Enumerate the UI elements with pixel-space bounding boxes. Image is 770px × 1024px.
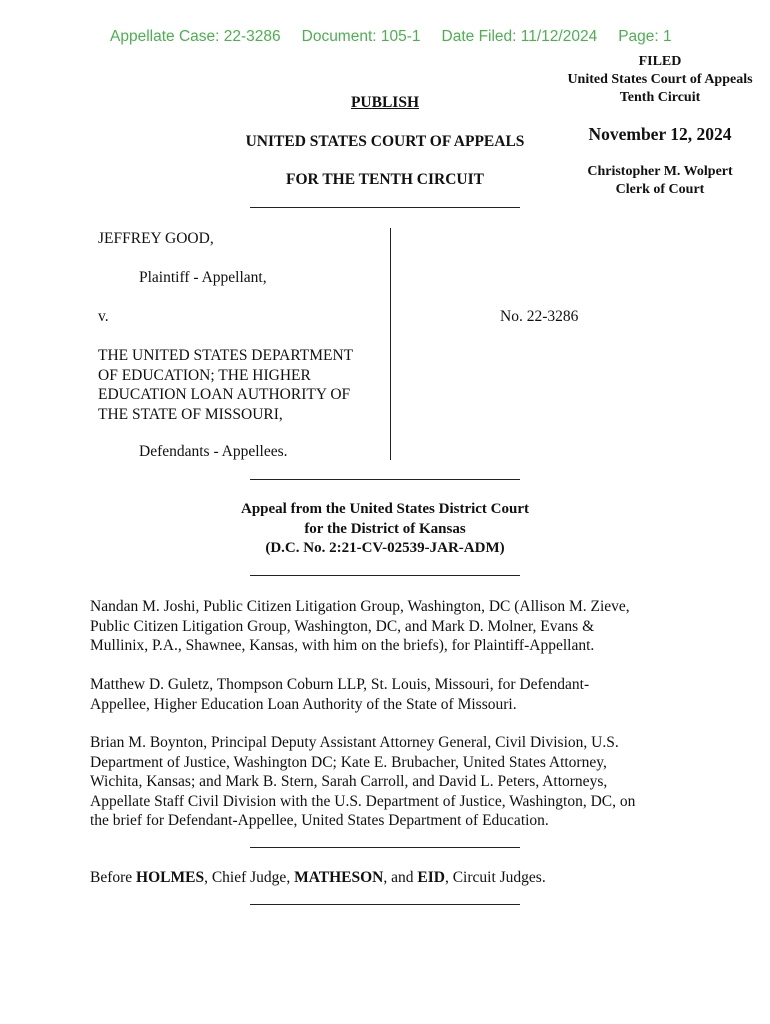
plaintiff-role: Plaintiff - Appellant,: [139, 269, 267, 286]
judge-name: EID: [417, 869, 445, 886]
clerk-title: Clerk of Court: [615, 182, 705, 197]
judge-conjunction: , and: [383, 869, 418, 886]
appeal-info: [200, 500, 570, 559]
before-prefix: Before: [90, 869, 137, 886]
date-filed-header: Date Filed: 11/12/2024: [441, 28, 598, 45]
divider: [250, 575, 520, 576]
filed-court: United States Court of Appeals: [567, 72, 753, 87]
filing-header: [110, 28, 710, 48]
defendant-line: THE UNITED STATES DEPARTMENT: [98, 347, 354, 364]
defendants-role: Defendants - Appellees.: [139, 443, 288, 460]
clerk-block: [550, 163, 770, 199]
filed-stamp: [550, 53, 770, 107]
defendant-line: THE STATE OF MISSOURI,: [98, 405, 283, 423]
counsel-paragraph: [90, 675, 690, 714]
divider: [250, 904, 520, 905]
judge-name: HOLMES: [136, 869, 205, 886]
counsel-line: Brian M. Boynton, Principal Deputy Assistant Attorney General, Civil Division, U.S.: [90, 734, 619, 751]
versus: v.: [98, 308, 109, 325]
divider: [250, 479, 520, 480]
counsel-line: the brief for Defendant-Appellee, United States Department of Education.: [90, 812, 549, 829]
case-number: No. 22-3286: [500, 308, 579, 325]
plaintiff-name: JEFFREY GOOD,: [98, 230, 214, 247]
defendant-line: OF EDUCATION; THE HIGHER: [98, 366, 311, 384]
counsel-line: Nandan M. Joshi, Public Citizen Litigation Group, Washington, DC (Allison M. Zieve,: [90, 598, 630, 615]
counsel-line: Mullinix, P.A., Shawnee, Kansas, with him on the briefs), for Plaintiff-Appellant.: [90, 637, 595, 654]
case-number-header: Appellate Case: 22-3286: [110, 28, 281, 45]
publish-heading: PUBLISH: [350, 94, 420, 111]
appeal-docket: (D.C. No. 2:21-CV-02539-JAR-ADM): [265, 540, 505, 556]
circuit-name: FOR THE TENTH CIRCUIT: [286, 171, 484, 188]
page-number-header: Page: 1: [618, 28, 672, 45]
counsel-paragraph: [90, 597, 690, 656]
divider: [250, 847, 520, 848]
filed-circuit: Tenth Circuit: [619, 90, 701, 105]
counsel-paragraph: [90, 733, 690, 831]
counsel-line: Appellee, Higher Education Loan Authority of the State of Missouri.: [90, 695, 517, 713]
divider: [250, 207, 520, 208]
counsel-line: Wichita, Kansas; and Mark B. Stern, Sarah Carroll, and David L. Peters, Attorneys,: [90, 773, 608, 790]
document-number-header: Document: 105-1: [301, 28, 421, 45]
defendants-names: [98, 346, 353, 424]
counsel-line: Public Citizen Litigation Group, Washington, DC, and Mark D. Molner, Evans &: [90, 617, 595, 635]
defendant-line: EDUCATION LOAN AUTHORITY OF: [98, 386, 351, 403]
appeal-line: for the District of Kansas: [304, 520, 466, 537]
court-name: UNITED STATES COURT OF APPEALS: [245, 133, 525, 150]
judge-name: MATHESON: [294, 869, 384, 886]
counsel-line: Matthew D. Guletz, Thompson Coburn LLP, St. Louis, Missouri, for Defendant-: [90, 676, 590, 693]
judge-suffix: , Circuit Judges.: [444, 869, 546, 886]
appeal-line: Appeal from the United States District Court: [240, 501, 530, 517]
caption-divider: [390, 228, 391, 460]
filed-label: FILED: [638, 54, 682, 69]
filed-date: November 12, 2024: [588, 124, 732, 144]
counsel-line: Department of Justice, Washington DC; Kate E. Brubacher, United States Attorney,: [90, 753, 607, 771]
clerk-name: Christopher M. Wolpert: [587, 164, 733, 179]
panel-judges: [90, 868, 690, 888]
judge-title: , Chief Judge,: [204, 869, 295, 886]
counsel-line: Appellate Staff Civil Division with the U.S. Department of Justice, Washington, DC, on: [90, 792, 636, 810]
